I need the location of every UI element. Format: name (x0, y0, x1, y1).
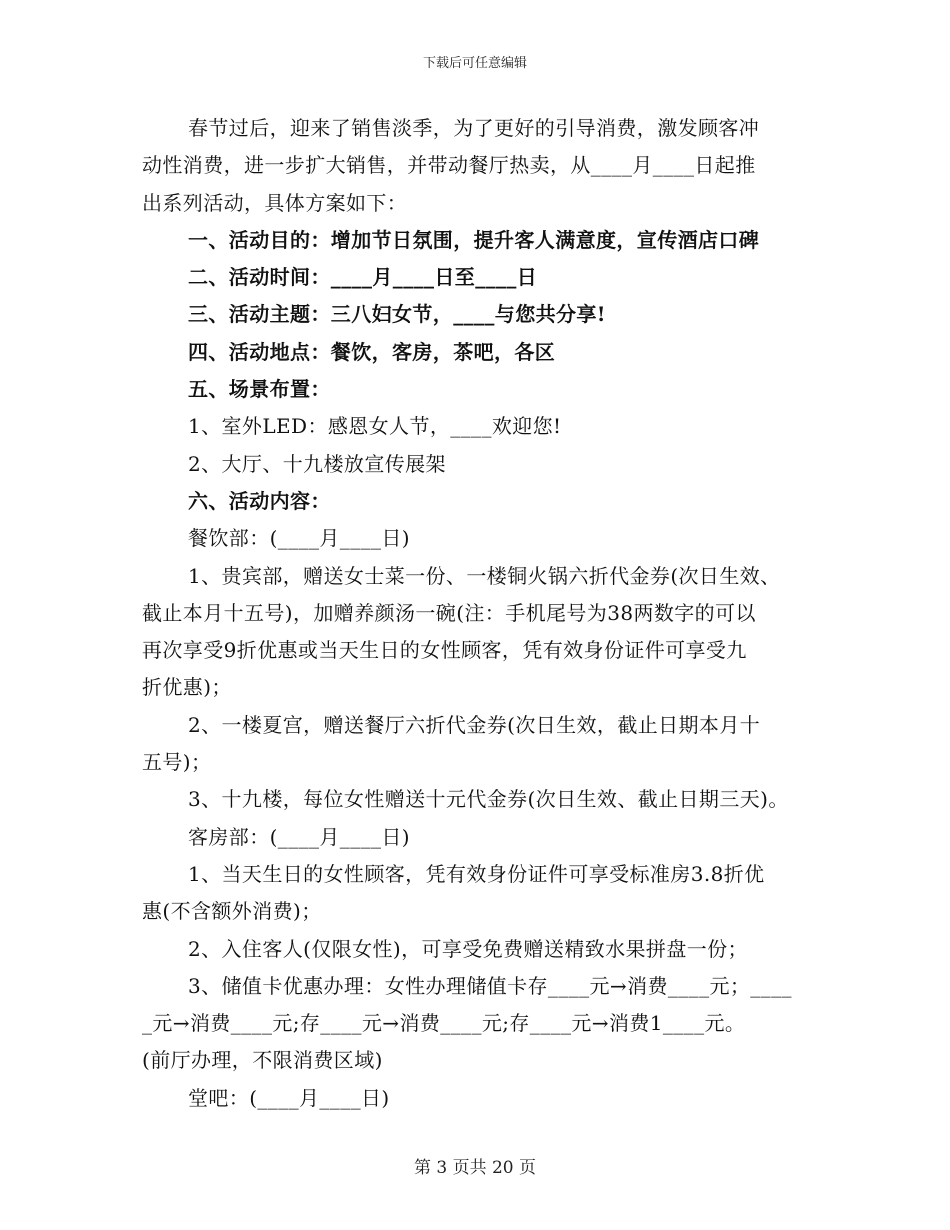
text-line: 惠(不含额外消费)； (142, 899, 322, 924)
text-line: 3、储值卡优惠办理：女性办理储值卡存____元→消费____元；____ (188, 973, 792, 998)
text-line: 3、十九楼，每位女性赠送十元代金券(次日生效、截止日期三天)。 (188, 787, 789, 812)
text-line: 2、入住客人(仅限女性)，可享受免费赠送精致水果拼盘一份； (188, 936, 748, 961)
text-line: 餐饮部：(____月____日) (188, 526, 411, 551)
text-line: 截止本月十五号)，加赠养颜汤一碗(注：手机尾号为38两数字的可以 (142, 600, 756, 625)
text-line: 2、大厅、十九楼放宣传展架 (188, 451, 446, 476)
text-line: 一、活动目的：增加节日氛围，提升客人满意度，宣传酒店口碑 (188, 227, 760, 252)
text-line: 五、场景布置： (188, 377, 331, 402)
text-line: 2、一楼夏宫，赠送餐厅六折代金券(次日生效，截止日期本月十 (188, 712, 761, 737)
document-body (142, 110, 822, 1117)
text-line: 三、活动主题：三八妇女节，____与您共分享! (188, 302, 606, 327)
text-line: 出系列活动，具体方案如下： (142, 190, 408, 215)
text-line: 春节过后，迎来了销售淡季，为了更好的引导消费，激发顾客冲 (188, 116, 760, 140)
text-line: 折优惠)； (142, 675, 232, 700)
text-line: 六、活动内容： (188, 488, 331, 513)
text-line: _元→消费____元;存____元→消费____元;存____元→消费1____元。 (142, 1011, 746, 1036)
text-line: 1、贵宾部，赠送女士菜一份、一楼铜火锅六折代金券(次日生效、 (188, 563, 781, 588)
text-line: 再次享受9折优惠或当天生日的女性顾客，凭有效身份证件可享受九 (142, 638, 747, 663)
text-line: 二、活动时间：____月____日至____日 (188, 265, 538, 290)
text-line: 五号)； (142, 750, 212, 775)
text-line: 动性消费，进一步扩大销售，并带动餐厅热卖，从____月____日起推 (142, 153, 756, 178)
page-footer: 第 3 页共 20 页 (413, 1158, 537, 1178)
text-line: 客房部：(____月____日) (188, 824, 411, 849)
text-line: 1、室外LED：感恩女人节，____欢迎您! (188, 414, 562, 439)
text-line: (前厅办理，不限消费区域) (142, 1048, 383, 1073)
text-line: 1、当天生日的女性顾客，凭有效身份证件可享受标准房3.8折优 (188, 861, 765, 886)
text-line: 四、活动地点：餐饮，客房，茶吧，各区 (188, 339, 556, 364)
text-line: 堂吧：(____月____日) (188, 1085, 390, 1110)
page-header: 下载后可任意编辑 (422, 56, 527, 71)
